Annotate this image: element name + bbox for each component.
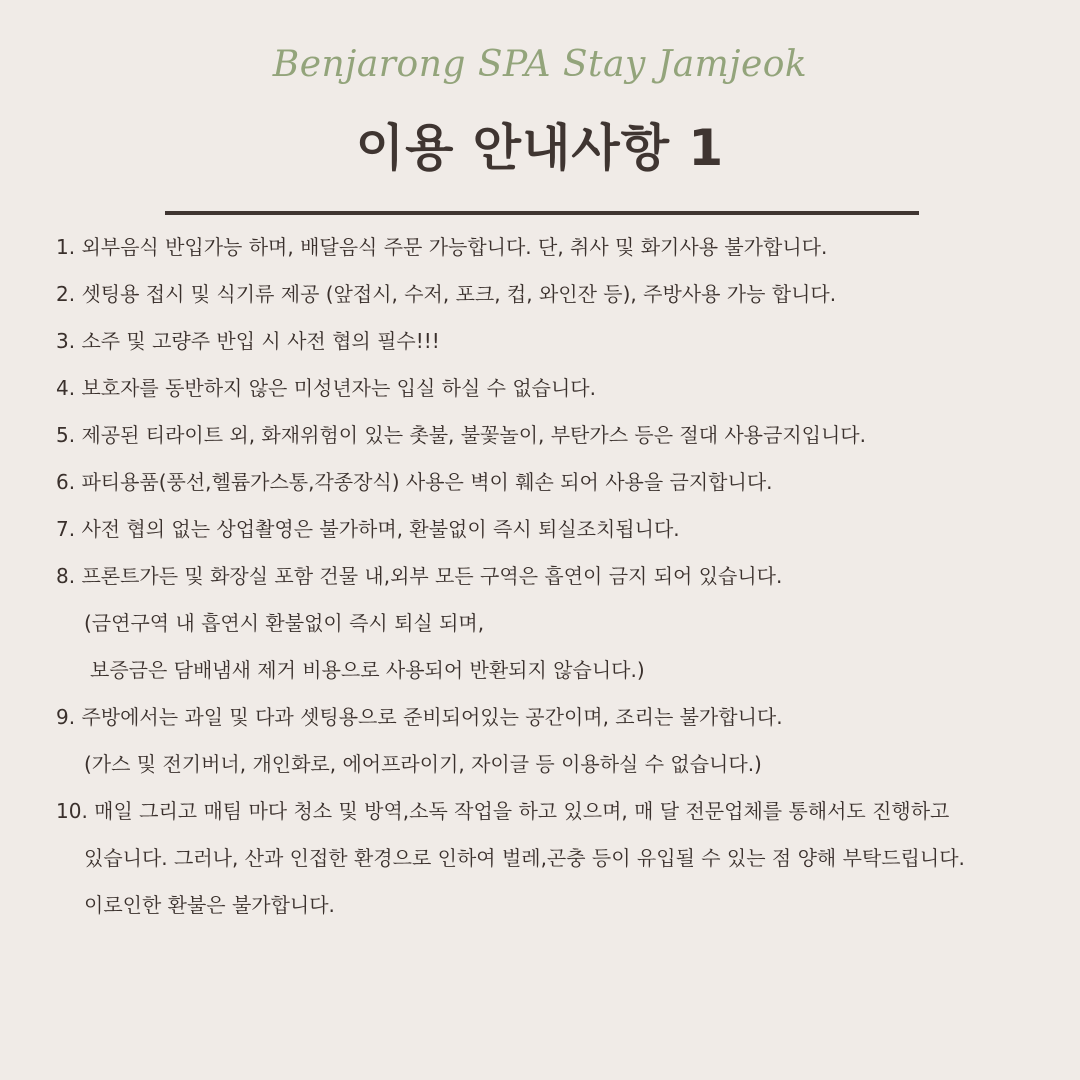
notice-item-10: 10. 매일 그리고 매팀 마다 청소 및 방역,소독 작업을 하고 있으며, 매 달 전문업체를 통해서도 진행하고 [56,799,950,823]
title-divider [165,211,919,215]
notice-item-9-continuation: (가스 및 전기버너, 개인화로, 에어프라이기, 자이글 등 이용하실 수 없습니다.) [84,752,762,776]
notice-item-8: 8. 프론트가든 및 화장실 포함 건물 내,외부 모든 구역은 흡연이 금지 되어 있습니다. [56,564,783,588]
page-title: 이용 안내사항 1 [355,119,725,177]
notice-item-2: 2. 셋팅용 접시 및 식기류 제공 (앞접시, 수저, 포크, 컵, 와인잔 등), 주방사용 가능 합니다. [56,282,837,306]
notice-item-10-continuation: 있습니다. 그러나, 산과 인접한 환경으로 인하여 벌레,곤충 등이 유입될 수 있는 점 양해 부탁드립니다. [84,846,965,870]
notice-item-3: 3. 소주 및 고량주 반입 시 사전 협의 필수!!! [56,329,440,353]
brand-name: Benjarong SPA Stay Jamjeok [272,44,808,85]
notice-item-6: 6. 파티용품(풍선,헬륨가스통,각종장식) 사용은 벽이 훼손 되어 사용을 금지합니다. [56,470,773,494]
notice-item-5: 5. 제공된 티라이트 외, 화재위험이 있는 촛불, 불꽃놀이, 부탄가스 등은 절대 사용금지입니다. [56,423,866,447]
notice-item-9: 9. 주방에서는 과일 및 다과 셋팅용으로 준비되어있는 공간이며, 조리는 불가합니다. [56,705,783,729]
notice-item-7: 7. 사전 협의 없는 상업촬영은 불가하며, 환불없이 즉시 퇴실조치됩니다. [56,517,680,541]
notice-item-8-continuation: 보증금은 담배냄새 제거 비용으로 사용되어 반환되지 않습니다.) [90,658,645,682]
notice-item-4: 4. 보호자를 동반하지 않은 미성년자는 입실 하실 수 없습니다. [56,376,596,400]
notice-list [56,224,1046,929]
notice-item-10-continuation: 이로인한 환불은 불가합니다. [84,893,335,917]
notice-item-8-continuation: (금연구역 내 흡연시 환불없이 즉시 퇴실 되며, [84,611,485,635]
notice-item-1: 1. 외부음식 반입가능 하며, 배달음식 주문 가능합니다. 단, 취사 및 화기사용 불가합니다. [56,235,828,259]
